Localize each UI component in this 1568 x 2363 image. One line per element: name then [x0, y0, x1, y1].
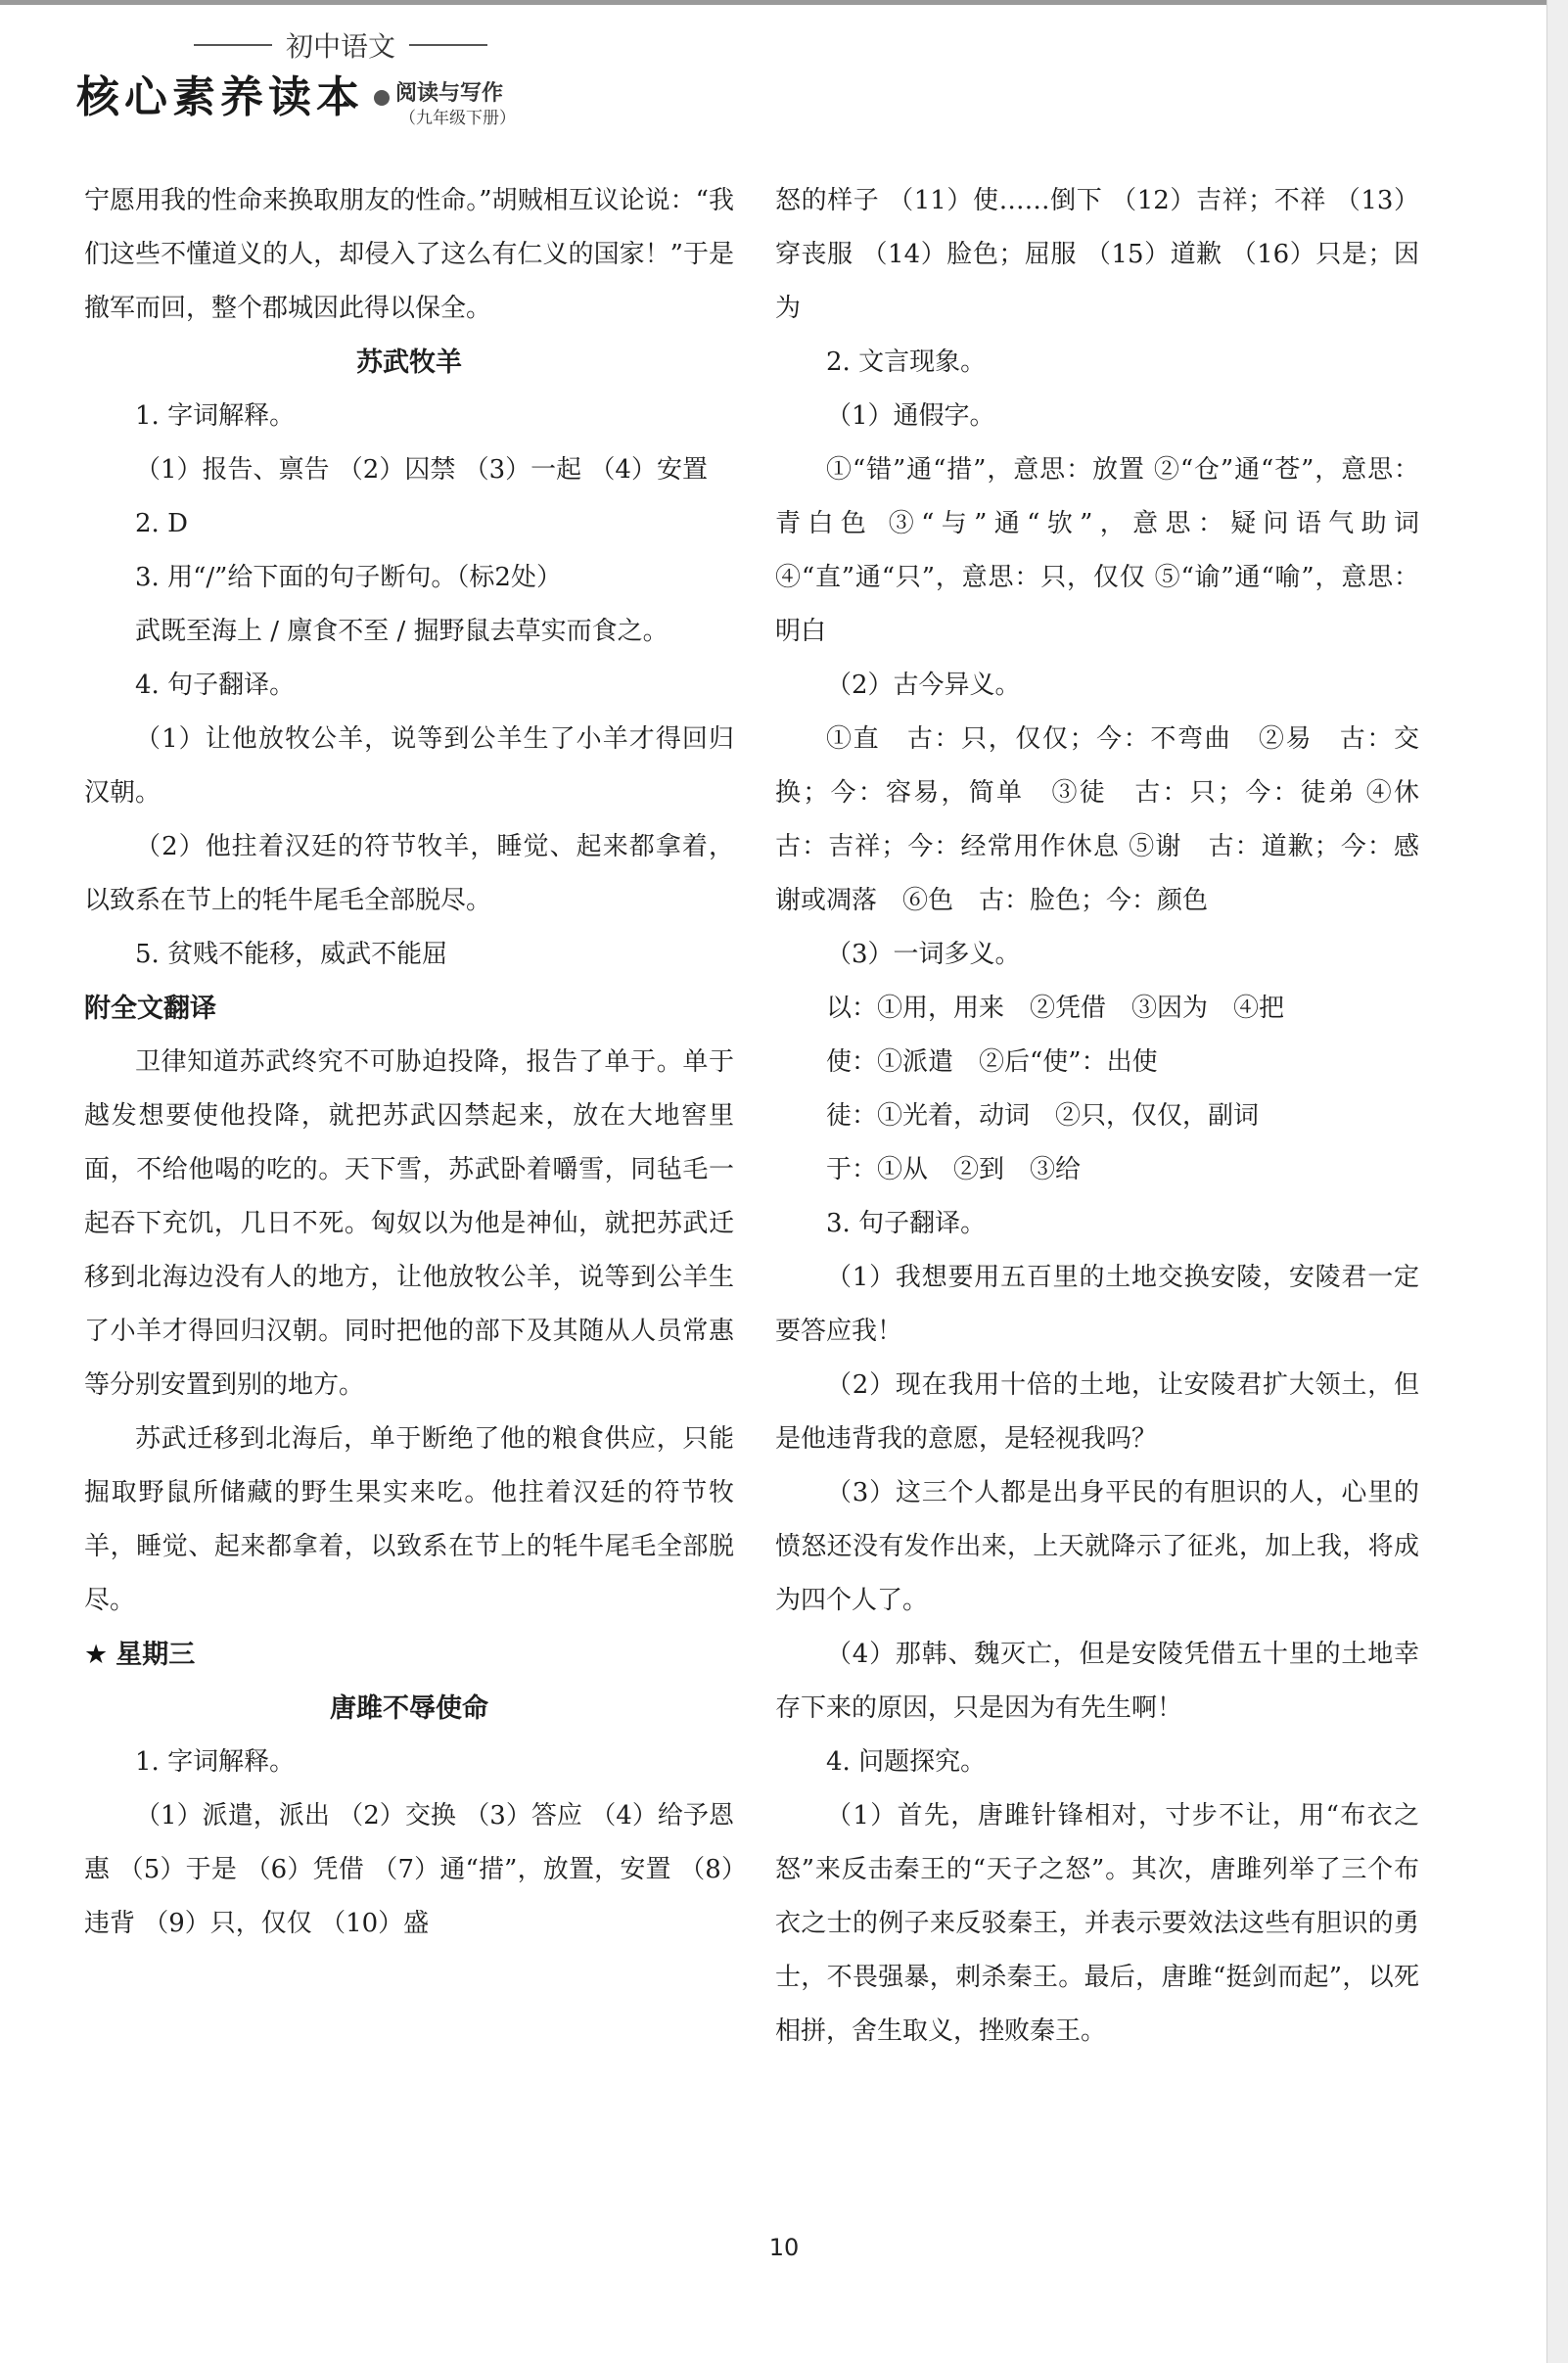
paragraph-text: ①“错”通“措”，意思：放置 ②“仓”通“苍”，意思：青白色 ③“与”通“欤”，意思：疑问语气助词 ④“直”通“只”，意思：只，仅仅 ⑤“谕”通“喻”，意思：明白	[775, 455, 1419, 646]
paragraph	[84, 713, 734, 820]
paragraph-text: 2. 文言现象。	[826, 348, 987, 377]
paragraph	[775, 1466, 1419, 1628]
paragraph	[84, 1036, 734, 1413]
paragraph	[775, 1359, 1419, 1466]
paragraph-text: 于：①从 ②到 ③给	[826, 1155, 1082, 1184]
top-edge-bar	[0, 0, 1568, 5]
paragraph-text: （2）他拄着汉廷的符节牧羊，睡觉、起来都拿着，以致系在节上的牦牛尾毛全部脱尽。	[84, 832, 734, 915]
paragraph	[775, 1089, 1419, 1143]
paragraph-text: （1）让他放牧公羊，说等到公羊生了小羊才得回归汉朝。	[84, 724, 734, 808]
paragraph	[775, 1143, 1419, 1197]
right-column	[775, 174, 1446, 2059]
page-header	[76, 20, 624, 128]
paragraph-text: 3. 句子翻译。	[826, 1209, 987, 1238]
paragraph-text: 1. 字词解释。	[135, 401, 296, 431]
paragraph-text: 4. 问题探究。	[826, 1747, 987, 1777]
paragraph	[84, 390, 734, 443]
paragraph	[775, 390, 1419, 443]
paragraph-text: 苏武牧羊	[356, 348, 462, 378]
paragraph	[84, 551, 734, 605]
paragraph-text: 星期三	[115, 1640, 196, 1670]
paragraph-text: 卫律知道苏武终究不可胁迫投降，报告了单于。单于越发想要使他投降，就把苏武囚禁起来，放在大地窖里面，不给他喝的吃的。天下雪，苏武卧着嚼雪，同毡毛一起吞下充饥，几日不死。匈奴以为他是神仙，就把苏武迁移到北海边没有人的地方，让他放牧公羊，说等到公羊生了小羊才得回归汉朝。同时把他的部下及其随从人员常惠等分别安置到别的地方。	[84, 1047, 734, 1400]
paragraph-text: 2. D	[135, 509, 188, 538]
paragraph-text: 徒：①光着，动词 ②只，仅仅，副词	[826, 1101, 1260, 1131]
paragraph-text: 以：①用，用来 ②凭借 ③因为 ④把	[826, 994, 1285, 1023]
paragraph-text: 使：①派遣 ②后“使”：出使	[826, 1047, 1158, 1077]
paragraph-text: （1）我想要用五百里的土地交换安陵，安陵君一定要答应我！	[775, 1263, 1419, 1346]
paragraph	[775, 659, 1419, 713]
paragraph-text: （1）通假字。	[826, 401, 995, 431]
paragraph-text: 唐雎不辱使命	[330, 1693, 488, 1724]
paragraph	[84, 820, 734, 928]
paragraph-text: 4. 句子翻译。	[135, 671, 296, 700]
header-book-title: 核心素养读本	[76, 72, 364, 122]
paragraph	[775, 713, 1446, 928]
paragraph-text: 苏武迁移到北海后，单于断绝了他的粮食供应，只能掘取野鼠所储藏的野生果实来吃。他拄着汉廷的符节牧羊，睡觉、起来都拿着，以致系在节上的牦牛尾毛全部脱尽。	[84, 1424, 734, 1615]
paragraph	[84, 928, 734, 982]
paragraph-text: 武既至海上 / 廪食不至 / 掘野鼠去草实而食之。	[135, 617, 669, 646]
paragraph	[775, 1036, 1419, 1089]
paragraph	[775, 1197, 1419, 1251]
paragraph-text: 3. 用“/”给下面的句子断句。（标2处）	[135, 563, 562, 592]
paragraph	[775, 928, 1419, 982]
paragraph	[775, 174, 1419, 336]
left-column	[84, 174, 734, 1951]
paragraph	[775, 1789, 1419, 2059]
paragraph-text: （3）这三个人都是出身平民的有胆识的人，心里的愤怒还没有发作出来，上天就降示了征兆，加上我，将成为四个人了。	[775, 1478, 1419, 1615]
paragraph-text: 1. 字词解释。	[135, 1747, 296, 1777]
paragraph-text: 5. 贫贱不能移，威武不能屈	[135, 940, 448, 969]
paragraph	[775, 443, 1419, 659]
paragraph	[775, 336, 1419, 390]
paragraph-text: （1）派遣，派出 （2）交换 （3）答应 （4）给予恩惠 （5）于是 （6）凭借 （7）通“措”，放置，安置 （8）违背 （9）只，仅仅 （10）盛	[84, 1801, 734, 1938]
star-icon: ★	[84, 1640, 109, 1670]
header-grade: （九年级下册）	[399, 109, 516, 128]
header-subject-row	[194, 23, 487, 67]
paragraph	[775, 1736, 1419, 1789]
paragraph	[775, 982, 1419, 1036]
paragraph	[84, 174, 734, 336]
paragraph	[775, 1628, 1419, 1736]
header-rule-left	[194, 44, 272, 46]
paragraph	[84, 605, 734, 659]
page-number: 10	[768, 2234, 800, 2261]
paragraph-text: （3）一词多义。	[826, 940, 1021, 969]
paragraph	[84, 1789, 734, 1951]
paragraph	[84, 497, 734, 551]
bullet-dot-icon	[374, 90, 390, 106]
section-title	[84, 1682, 734, 1736]
paragraph-text: （1）首先，唐雎针锋相对，寸步不让，用“布衣之怒”来反击秦王的“天子之怒”。其次，唐雎列举了三个布衣之士的例子来反驳秦王，并表示要效法这些有胆识的勇士，不畏强暴，刺杀秦王。最后，唐雎“挺剑而起”，以死相拼，舍生取义，挫败秦王。	[775, 1801, 1419, 2046]
paragraph-text: （2）古今异义。	[826, 671, 1021, 700]
paragraph-text: 宁愿用我的性命来换取朋友的性命。”胡贼相互议论说：“我们这些不懂道义的人，却侵入了这么有仁义的国家！”于是撤军而回，整个郡城因此得以保全。	[84, 186, 734, 323]
section-heading	[84, 982, 734, 1036]
paragraph-text: （4）那韩、魏灭亡，但是安陵凭借五十里的土地幸存下来的原因，只是因为有先生啊！	[775, 1640, 1419, 1723]
paragraph	[84, 443, 734, 497]
header-subtitle: 阅读与写作	[395, 81, 504, 106]
day-heading	[84, 1628, 734, 1682]
paragraph	[84, 1736, 734, 1789]
page-right-margin-strip	[1546, 0, 1568, 2363]
paragraph-text: 附全文翻译	[84, 994, 216, 1024]
header-subject: 初中语文	[286, 30, 396, 63]
paragraph	[84, 1413, 734, 1628]
paragraph-text: ①直 古：只，仅仅；今：不弯曲 ②易 古：交换；今：容易，简单 ③徒 古：只；今：徒弟 ④休 古：吉祥；今：经常用作休息 ⑤谢 古：道歉；今：感谢或凋落 ⑥色 古：脸色；今：颜色	[775, 724, 1446, 915]
header-rule-right	[409, 44, 487, 46]
paragraph	[84, 659, 734, 713]
paragraph-text: 怒的样子 （11）使……倒下 （12）吉祥；不祥 （13）穿丧服 （14）脸色；屈服 （15）道歉 （16）只是；因为	[775, 186, 1419, 323]
paragraph-text: （1）报告、禀告 （2）囚禁 （3）一起 （4）安置	[135, 455, 708, 485]
paragraph-text: （2）现在我用十倍的土地，让安陵君扩大领土，但是他违背我的意愿，是轻视我吗？	[775, 1370, 1419, 1454]
paragraph	[775, 1251, 1419, 1359]
section-title	[84, 336, 734, 390]
